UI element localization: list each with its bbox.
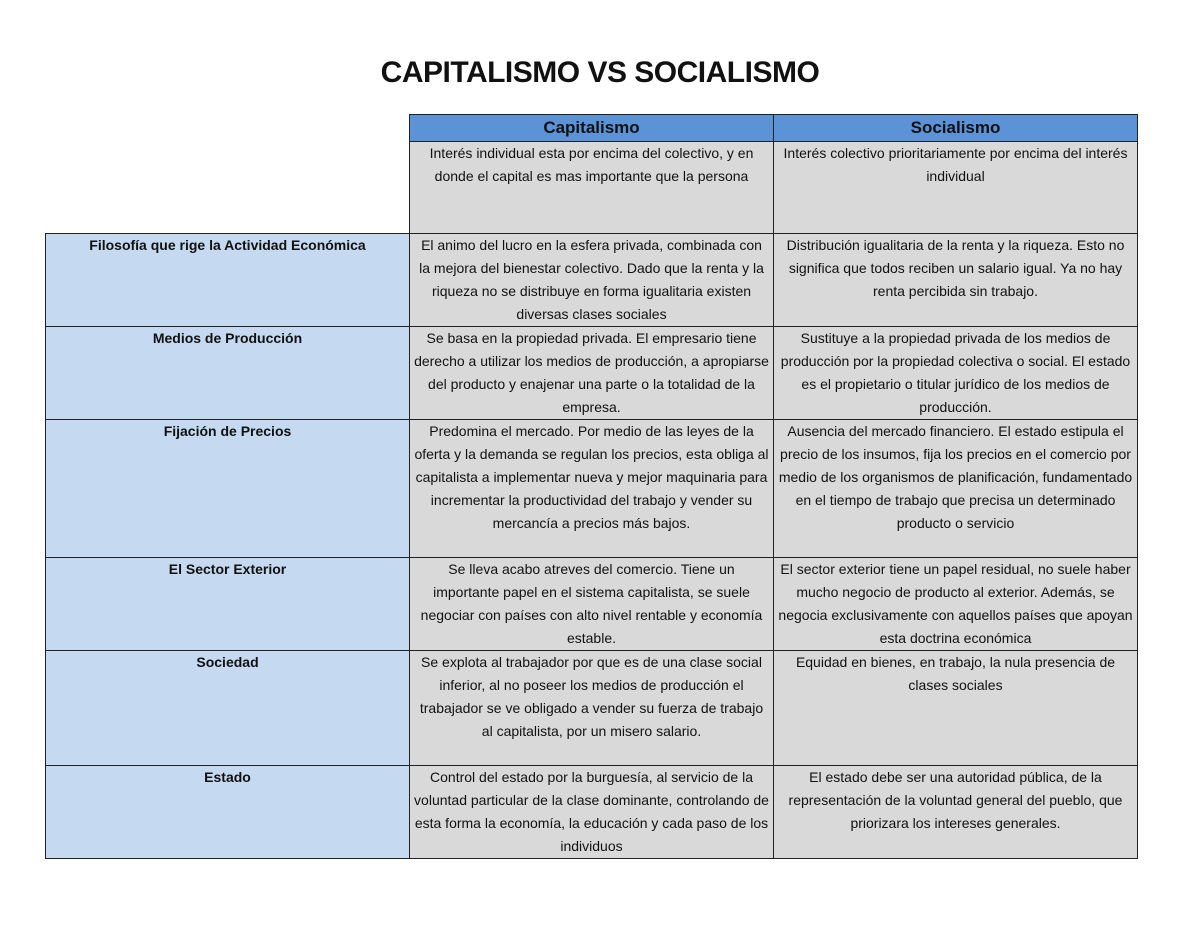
row-label: Sociedad [46, 651, 410, 766]
cell-capitalismo: Control del estado por la burguesía, al servicio de la voluntad particular de la clase dominante, controlando de esta forma la economía, la educación y cada paso de los individuos [410, 766, 774, 859]
cell-socialismo: Sustituye a la propiedad privada de los medios de producción por la propiedad colectiva o social. El estado es el propietario o titular jurídico de los medios de producción. [774, 327, 1138, 420]
table-row [46, 142, 1138, 234]
table-row [46, 766, 1138, 859]
cell-capitalismo: El animo del lucro en la esfera privada, combinada con la mejora del bienestar colectivo. Dado que la renta y la riqueza no se distribuye en forma igualitaria existen diversas clases sociales [410, 234, 774, 327]
cell-socialismo: El estado debe ser una autoridad pública, de la representación de la voluntad general del pueblo, que priorizara los intereses generales. [774, 766, 1138, 859]
comparison-table [45, 114, 1138, 859]
cell-socialismo: Equidad en bienes, en trabajo, la nula presencia de clases sociales [774, 651, 1138, 766]
table-row [46, 651, 1138, 766]
cell-capitalismo: Interés individual esta por encima del colectivo, y en donde el capital es mas importante que la persona [410, 142, 774, 234]
table-row [46, 234, 1138, 327]
cell-capitalismo: Se lleva acabo atreves del comercio. Tiene un importante papel en el sistema capitalista, se suele negociar con países con alto nivel rentable y economía estable. [410, 558, 774, 651]
cell-socialismo: Interés colectivo prioritariamente por encima del interés individual [774, 142, 1138, 234]
header-capitalismo: Capitalismo [410, 115, 774, 142]
row-label: Fijación de Precios [46, 420, 410, 558]
cell-socialismo: Distribución igualitaria de la renta y la riqueza. Esto no significa que todos reciben un salario igual. Ya no hay renta percibida sin trabajo. [774, 234, 1138, 327]
row-label-empty [46, 142, 410, 234]
cell-capitalismo: Predomina el mercado. Por medio de las leyes de la oferta y la demanda se regulan los precios, esta obliga al capitalista a implementar nueva y mejor maquinaria para incrementar la productividad del trabajo y vender su mercancía a precios más bajos. [410, 420, 774, 558]
cell-capitalismo: Se explota al trabajador por que es de una clase social inferior, al no poseer los medios de producción el trabajador se ve obligado a vender su fuerza de trabajo al capitalista, por un misero salario. [410, 651, 774, 766]
cell-socialismo: Ausencia del mercado financiero. El estado estipula el precio de los insumos, fija los precios en el comercio por medio de los organismos de planificación, fundamentado en el tiempo de trabajo que precisa un determinado producto o servicio [774, 420, 1138, 558]
page-title: CAPITALISMO VS SOCIALISMO [380, 56, 820, 89]
row-label: Medios de Producción [46, 327, 410, 420]
header-socialismo: Socialismo [774, 115, 1138, 142]
row-label: Estado [46, 766, 410, 859]
row-label: Filosofía que rige la Actividad Económica [46, 234, 410, 327]
row-label: El Sector Exterior [46, 558, 410, 651]
table-row [46, 327, 1138, 420]
cell-capitalismo: Se basa en la propiedad privada. El empresario tiene derecho a utilizar los medios de producción, a apropiarse del producto y enajenar una parte o la totalidad de la empresa. [410, 327, 774, 420]
cell-socialismo: El sector exterior tiene un papel residual, no suele haber mucho negocio de producto al exterior. Además, se negocia exclusivamente con aquellos países que apoyan esta doctrina económica [774, 558, 1138, 651]
table-header-row [46, 115, 1138, 142]
table-row [46, 558, 1138, 651]
header-corner [46, 115, 410, 142]
table-row [46, 420, 1138, 558]
